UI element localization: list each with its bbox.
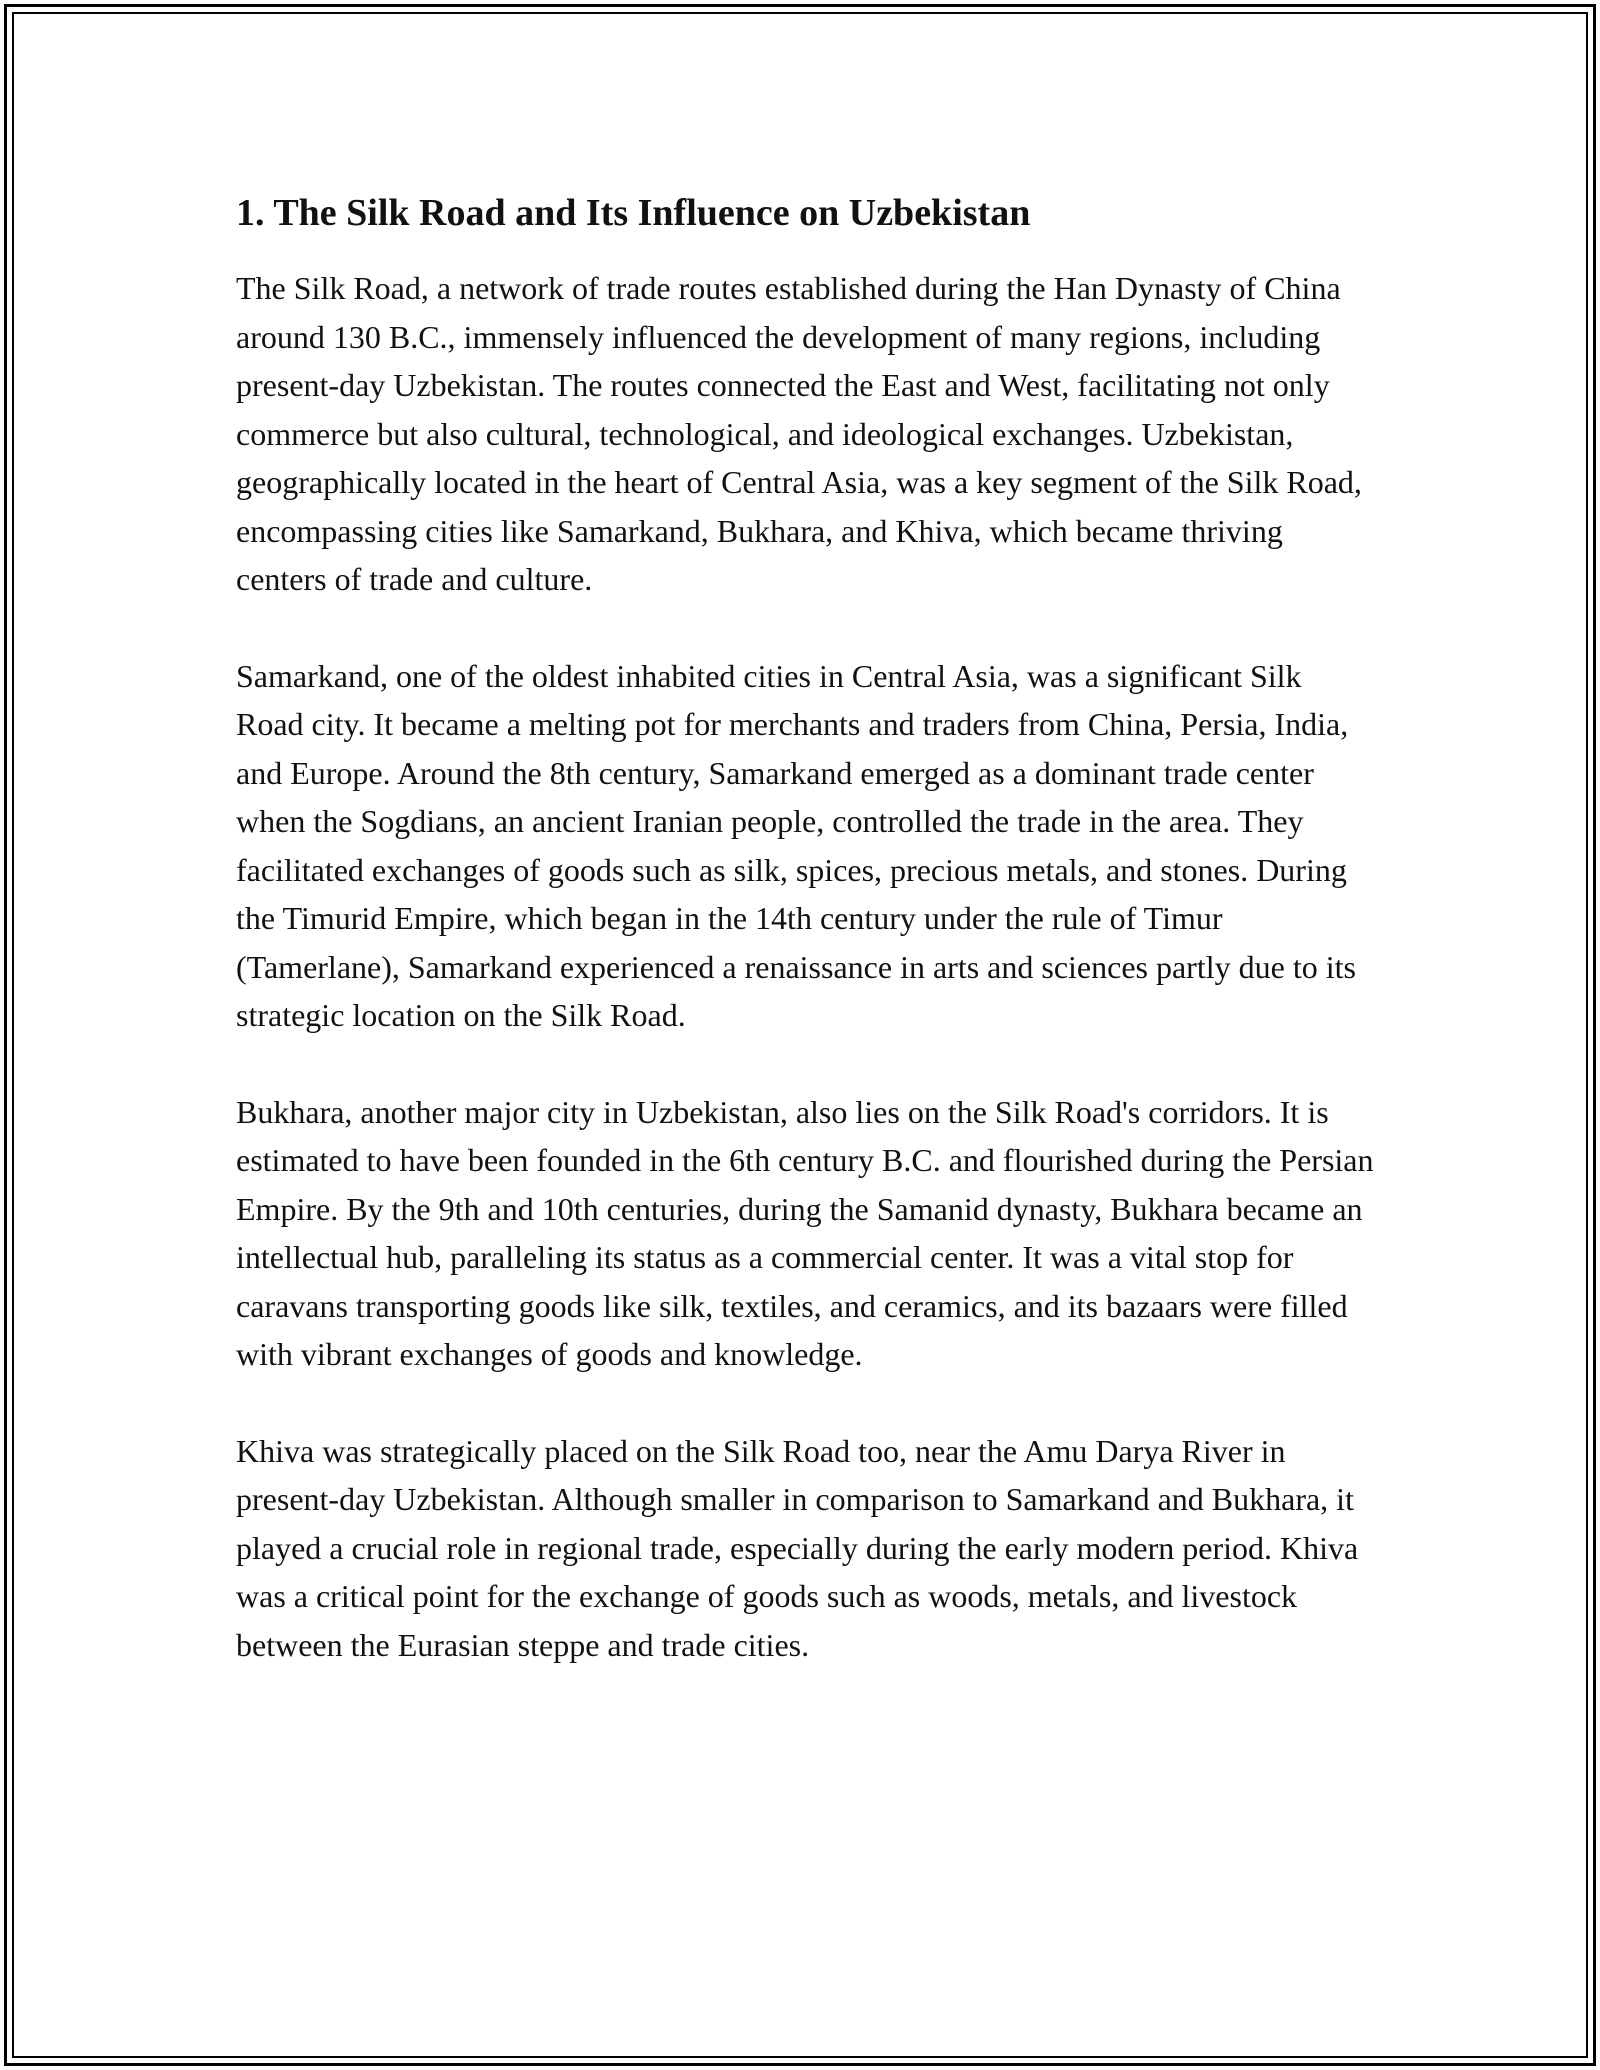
section-heading: 1. The Silk Road and Its Influence on Uzbekistan	[236, 192, 1031, 234]
paragraph-bukhara: Bukhara, another major city in Uzbekistan, also lies on the Silk Road's corridors. It is estimated to have been founded in the 6th century B.C. and flourished during the Persian Empire. By the 9th and 10th centuries, during the Samanid dynasty, Bukhara became an intellectual hub, paralleling its status as a commercial center. It was a vital stop for caravans transporting goods like silk, textiles, and ceramics, and its bazaars were filled with vibrant exchanges of goods and knowledge.	[236, 1093, 1374, 1372]
document-body	[236, 188, 1376, 1717]
paragraph-samarkand: Samarkand, one of the oldest inhabited cities in Central Asia, was a significant Silk Road city. It became a melting pot for merchants and traders from China, Persia, India, and Europe. Around the 8th century, Samarkand emerged as a dominant trade center when the Sogdians, an ancient Iranian people, controlled the trade in the area. They facilitated exchanges of goods such as silk, spices, precious metals, and stones. During the Timurid Empire, which began in the 14th century under the rule of Timur (Tamerlane), Samarkand experienced a renaissance in arts and sciences partly due to its strategic location on the Silk Road.	[236, 657, 1356, 1033]
paragraph-silk-road-intro: The Silk Road, a network of trade routes established during the Han Dynasty of China around 130 B.C., immensely influenced the development of many regions, including present-day Uzbekistan. The routes connected the East and West, facilitating not only commerce but also cultural, technological, and ideological exchanges. Uzbekistan, geographically located in the heart of Central Asia, was a key segment of the Silk Road, encompassing cities like Samarkand, Bukhara, and Khiva, which became thriving centers of trade and culture.	[236, 270, 1362, 597]
paragraph-khiva: Khiva was strategically placed on the Silk Road too, near the Amu Darya River in present-day Uzbekistan. Although smaller in comparison to Samarkand and Bukhara, it played a crucial role in regional trade, especially during the early modern period. Khiva was a critical point for the exchange of goods such as woods, metals, and livestock between the Eurasian steppe and trade cities.	[236, 1432, 1359, 1663]
